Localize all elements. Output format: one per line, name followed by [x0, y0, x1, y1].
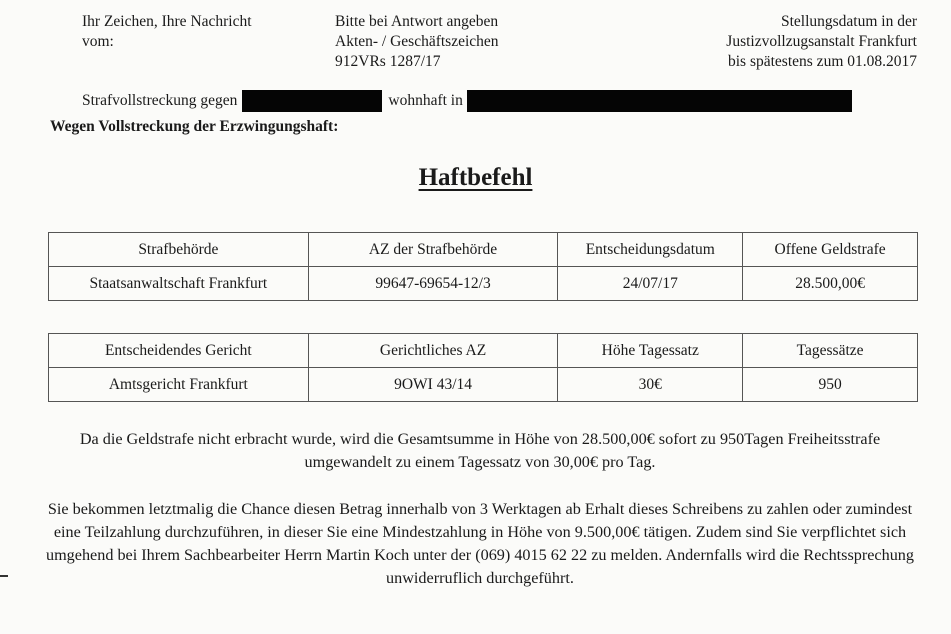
penalty-table	[48, 232, 918, 301]
table-cell: Staatsanwaltschaft Frankfurt	[49, 267, 309, 301]
table-cell: Amtsgericht Frankfurt	[49, 368, 309, 402]
report-deadline: Stellungsdatum in der Justizvollzugsanstalt Frankfurt bis spätestens zum 01.08.2017	[726, 13, 917, 70]
table-header: Entscheidendes Gericht	[49, 334, 309, 368]
table-cell: 99647-69654-12/3	[308, 267, 558, 301]
table-header: Tagessätze	[743, 334, 918, 368]
table-header: Gerichtliches AZ	[308, 334, 558, 368]
table-header: AZ der Strafbehörde	[308, 233, 558, 267]
execution-line	[82, 90, 852, 112]
margin-mark	[0, 575, 8, 577]
execution-label: Strafvollstreckung gegen	[82, 92, 238, 109]
table-header-row	[49, 233, 918, 267]
table-header: Entscheidungsdatum	[558, 233, 743, 267]
court-table	[48, 333, 918, 402]
table-cell: 28.500,00€	[743, 267, 918, 301]
table-cell: 30€	[558, 368, 743, 402]
redacted-name	[242, 90, 382, 112]
table-cell: 9OWI 43/14	[308, 368, 558, 402]
table-header: Offene Geldstrafe	[743, 233, 918, 267]
table-cell: 950	[743, 368, 918, 402]
table-header-row	[49, 334, 918, 368]
conversion-paragraph: Da die Geldstrafe nicht erbracht wurde, wird die Gesamtsumme in Höhe von 28.500,00€ sofort zu 950Tagen Freiheitsstrafe umgewandelt zu einem Tagessatz von 30,00€ pro Tag.	[79, 430, 881, 471]
table-row	[49, 267, 918, 301]
table-cell: 24/07/17	[558, 267, 743, 301]
table-row	[49, 368, 918, 402]
file-reference: Bitte bei Antwort angeben Akten- / Geschäftszeichen 912VRs 1287/17	[335, 13, 499, 70]
reference-label: Ihr Zeichen, Ihre Nachricht vom:	[82, 13, 252, 50]
payment-paragraph: Sie bekommen letztmalig die Chance diesen Betrag innerhalb von 3 Werktagen ab Erhalt dieses Schreibens zu zahlen oder zumindest eine Teilzahlung durchzuführen, in dieser Sie eine Mindestzahlung in Höhe von 9.500,00€ tätigen. Zudem sind Sie verpflichtet sich umgehend bei Ihrem Sachbearbeiter Herrn Martin Koch unter der (069) 4015 62 22 zu melden. Andernfalls wird die Rechtssprechung unwiderruflich durchgeführt.	[45, 500, 914, 587]
table-header: Höhe Tagessatz	[558, 334, 743, 368]
reason-heading: Wegen Vollstreckung der Erzwingungshaft:	[50, 118, 339, 135]
redacted-address	[467, 90, 852, 112]
residence-label: wohnhaft in	[388, 92, 463, 109]
document-title: Haftbefehl	[418, 164, 533, 191]
table-header: Strafbehörde	[49, 233, 309, 267]
